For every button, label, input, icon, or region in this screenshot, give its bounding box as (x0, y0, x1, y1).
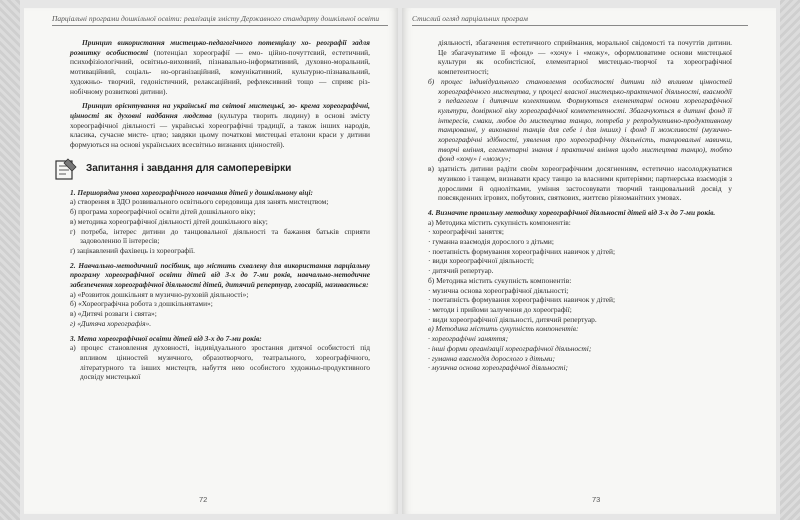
q4-item: · гуманна взаємодія дорослого з дітьми; (428, 353, 555, 363)
right-page (402, 8, 776, 514)
principle-paragraph-2: Принцип орієнтування на українські та світові мистецькі, зо- крема хореографічні, цінності як духовні надбання людства (культура творить людину) в основі змісту хореографічної діяльності — українські хореографічні традиції, а також інших народів, класика, сучасне мисте- цтво; завдяки цьому початкові мистецькі еталони краси у дитини формуються на основі українських всесвітньо визнаних цінностей). (70, 101, 371, 150)
q4-item: · поетапність формування хореографічних навичок у дітей; (428, 295, 616, 305)
pencil-notebook-icon (52, 156, 78, 182)
left-page (24, 8, 398, 514)
right-ornament-border (780, 0, 800, 520)
q4-item: · хореографічні заняття; (428, 227, 504, 237)
q1-option: г) потреба, інтерес дитини до танцювальної діяльності та бажання батьків сприяти задоволенню її інтересів; (70, 226, 370, 246)
page-number: 73 (592, 495, 601, 504)
q4-item: · хореографічні заняття; (428, 334, 509, 344)
q1-option: а) створення в ЗДО розвивального освітнього середовища для занять мистецтвом; (70, 197, 329, 207)
q4-option-v-label: в) Методика містить сукупність компонентів: (428, 324, 579, 334)
q4-item: · поетапність формування хореографічних навичок у дітей; (428, 246, 616, 256)
q2-option: б) «Хореографічна робота з дошкільнятами»; (70, 299, 213, 309)
q3-option: в) здатність дитини радіти своїм хореографічним досягненням, естетично насолоджуватися музикою і танцем, визнавати красу танцю за власними критеріями; партнерська взаємодія з дорослими й однолітками, уміння застосовувати творчий танцювальний досвід у повсякденних ігрових, побутових, святкових, життєво різноманітних умовах. (428, 164, 732, 203)
running-header: Стислий огляд парціальних програм (412, 14, 748, 26)
section-title: Запитання і завдання для самоперевірки (86, 162, 292, 174)
q4-option-a-label: а) Методика містить сукупність компонентів: (428, 217, 571, 227)
left-ornament-border (0, 0, 20, 520)
q4-option-b-label: б) Методика містить сукупність компонентів: (428, 275, 572, 285)
question-1-title: 1. Першорядна умова хореографічного навчання дітей у дошкільному віці: (70, 187, 313, 197)
q4-item: · види хореографічної діяльності; (428, 256, 534, 266)
right-page-content (428, 38, 732, 373)
q3-option: а) процес становлення духовності, індивідуального зростання дитячої особистості під впливом цінностей музичного, образотворчого, театрального, хореографічного, літературного та інших мистецтв, набуття нею особистого художньо-продуктивного досвіду мистецької (70, 343, 370, 382)
q2-option: а) «Розвиток дошкільнят в музично-руховій діяльності»; (70, 289, 249, 299)
q1-option: б) програма хореографічної освіти дітей дошкільного віку; (70, 207, 256, 217)
self-check-heading (70, 156, 370, 182)
q3-option: б) процес індивідуального становлення особистості дитини під впливом цінностей хореографічного мистецтва, у процесі власної мистецько-практичної діяльності, взаємодії з педагогом і дитячим колективом. Формуються елементарні основи хореографічної культури, доміркної віку хореографічної компетентності. Збагачуються в дитині фонд її інтересів, смаки, любов до мистецтва танцю, потреба у репродуктивно-продуктивному танцюванні, у виконанні танців для себе і для інших) і фонд її можливості (музично-хореографічні здібності, уявлення про хореографічну діяльність, танцювальні навички, творчі вміння, елементарні знання і практичні вміння щодо мистецтва танцю), тобто фонд «хочу» і «можу»; (428, 76, 732, 164)
q1-option: в) методика хореографічної діяльності дітей дошкільного віку; (70, 216, 268, 226)
q4-item: · інші форми організації хореографічної діяльності; (428, 343, 592, 353)
q4-item: · музична основа хореографічної діяльності; (428, 363, 568, 373)
principle-paragraph-1: Принцип використання мистецько-педагогічного потенціалу хо- реографії задля розвитку особистості (потенціал хореографії — емо- ційно-почуттєвий, естетичний, психофізіологічний, освітньо-виховний, пізнавально-інформативний, духовно-моральний, мотиваційний, соціаль- но-організаційний, комунікативний, культурно-пізнавальний, художньо- творчий, гедоністичний, релаксаційний, рефлексивний тощо — сприяє різ- нобічному розвиткові дитини). (70, 38, 371, 96)
question-4-title: 4. Визначте правильну методику хореографічної діяльності дітей від 3-х до 7-ми років. (428, 207, 716, 217)
left-page-content (70, 38, 370, 382)
page-number: 72 (199, 495, 208, 504)
q1-option: ґ) зацікавлений фахівець із хореографії. (70, 245, 196, 255)
q4-item: · дитячий репертуар. (428, 266, 494, 276)
q4-item: · музична основа хореографічної діяльності; (428, 285, 569, 295)
q4-item: · види хореографічної діяльності, дитячий репертуар. (428, 314, 597, 324)
q3-option-a-continued: діяльності, збагачення естетичного сприймання, моральної свідомості та почуттів дитини. Це збагачуватиме її «фонд» — «хочу» і «можу», оформлюватиме основи мистецької культури як особистісної, елементарної мистецько-творчої та хореографічної компетентності; (438, 38, 732, 77)
running-header: Парціальні програми дошкільної освіти: реалізація змісту Державного стандарту дошкільної освіти (52, 14, 388, 26)
q2-option: в) «Дитячі розваги і свята»; (70, 309, 157, 319)
question-3-title: 3. Мета хореографічної освіти дітей від 3-х до 7-ми років: (70, 333, 262, 343)
q2-option: г) «Дитяча хореографія». (70, 318, 152, 328)
q4-item: · методи і прийоми залучення до хореографії; (428, 304, 572, 314)
question-2-title: 2. Навчально-методичний посібник, що містить схвалену для використання парціальну програму хореографічної освіти дітей від 3-х до 7-ми років, навчально-методичне забезпечення хореографічної діяльності дітей, дитячий репертуар, глосарій, називається: (70, 260, 370, 290)
q4-item: · гуманна взаємодія дорослого з дітьми; (428, 237, 554, 247)
